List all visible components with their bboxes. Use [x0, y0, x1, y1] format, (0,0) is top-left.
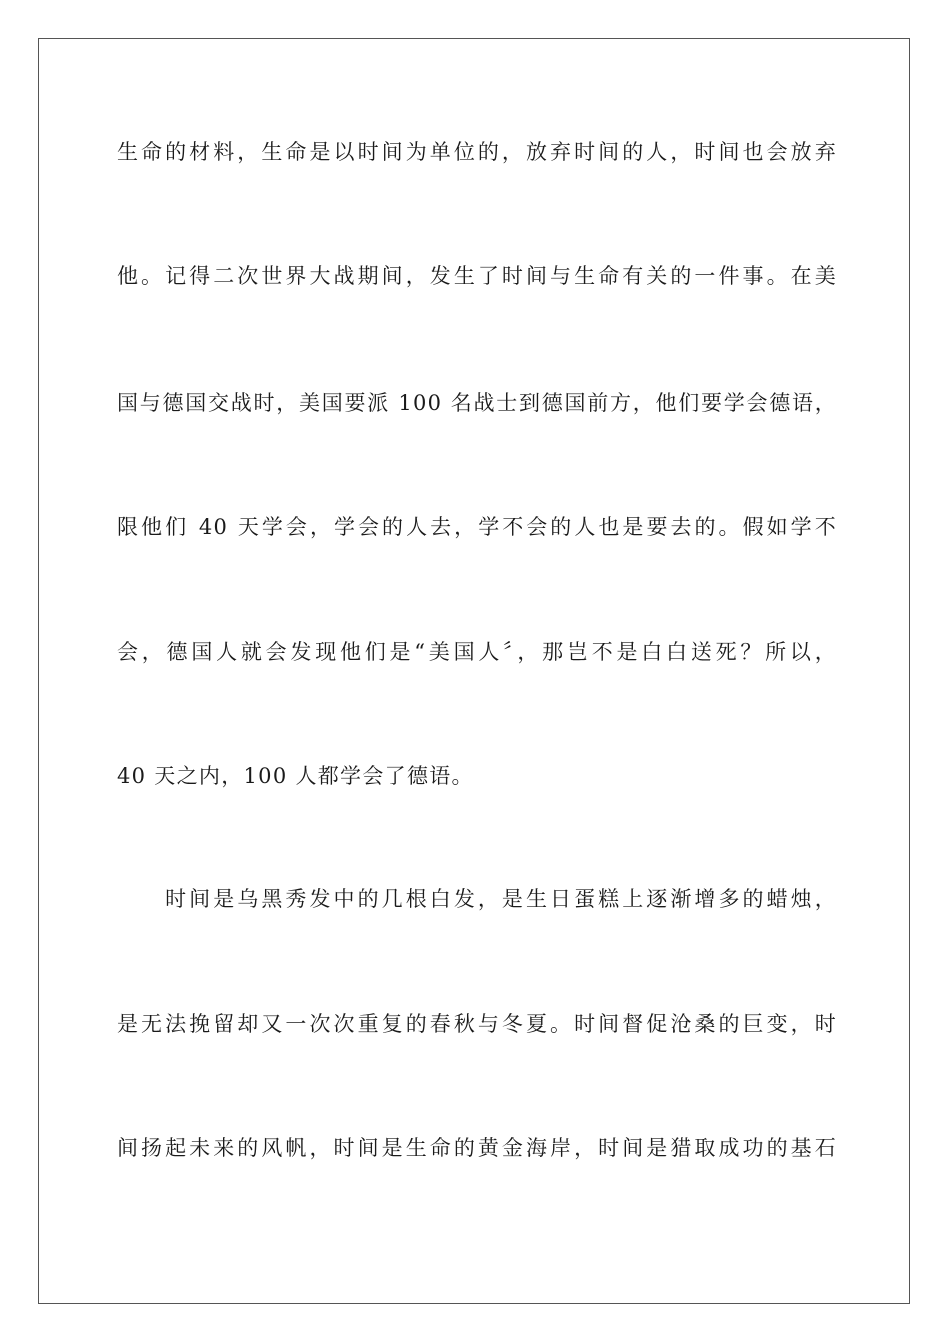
text-line-5: 会，德国人就会发现他们是“美国人〞，那岂不是白白送死？所以， [117, 640, 837, 664]
page-border [38, 38, 910, 1304]
text-line-3: 国与德国交战时，美国要派 100 名战士到德国前方，他们要学会德语， [117, 391, 837, 415]
text-line-2: 他。记得二次世界大战期间，发生了时间与生命有关的一件事。在美 [117, 264, 837, 288]
text-line-1: 生命的材料，生命是以时间为单位的，放弃时间的人，时间也会放弃 [117, 140, 837, 164]
text-line-4: 限他们 40 天学会，学会的人去，学不会的人也是要去的。假如学不 [117, 515, 837, 539]
text-line-8: 是无法挽留却又一次次重复的春秋与冬夏。时间督促沧桑的巨变，时 [117, 1012, 837, 1036]
text-line-9: 间扬起未来的风帆，时间是生命的黄金海岸，时间是猎取成功的基石 [117, 1136, 837, 1160]
text-line-6: 40 天之内，100 人都学会了德语。 [117, 764, 474, 788]
text-line-7: 时间是乌黑秀发中的几根白发，是生日蛋糕上逐渐增多的蜡烛， [117, 887, 837, 911]
